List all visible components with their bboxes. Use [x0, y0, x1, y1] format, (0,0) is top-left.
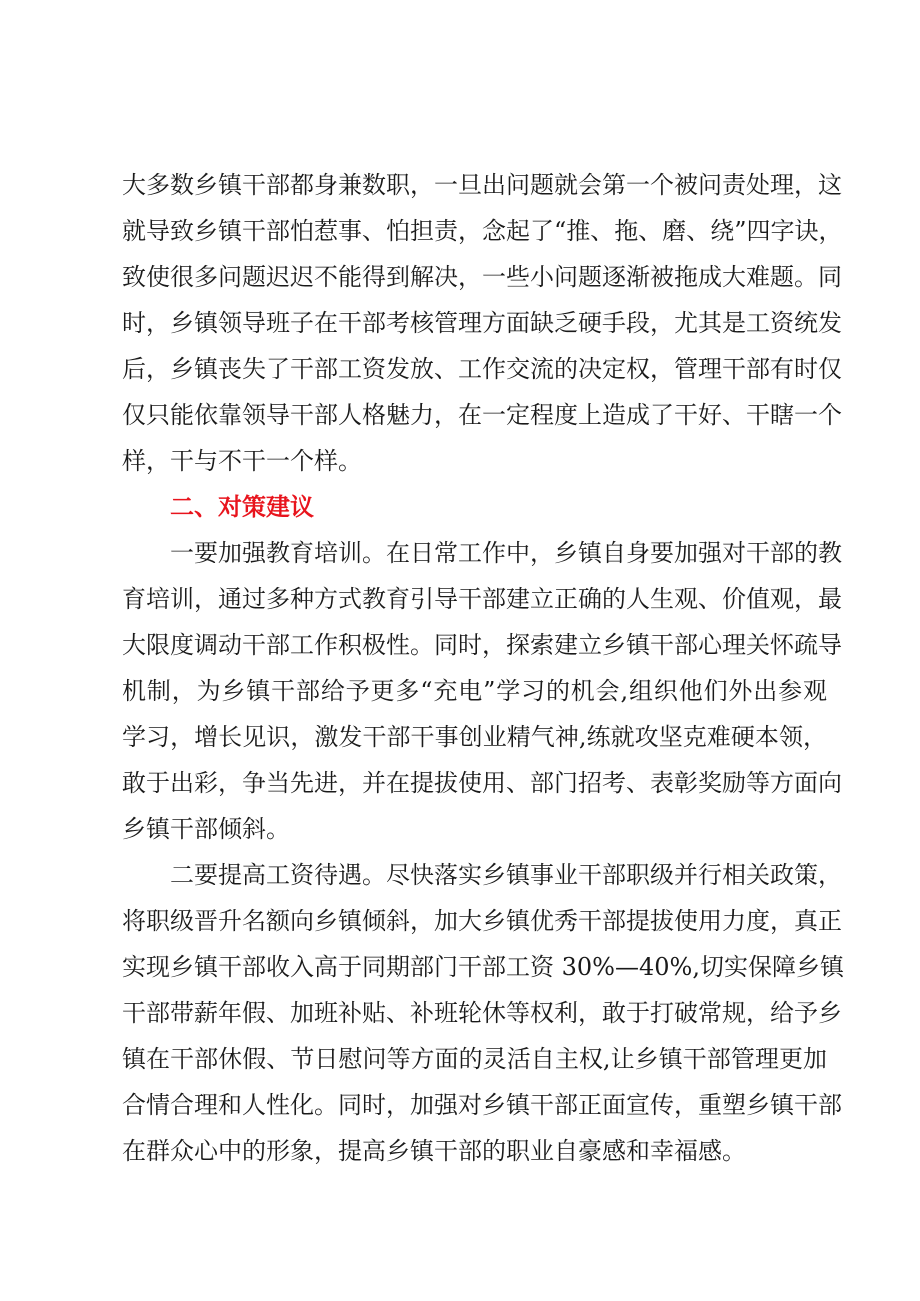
- paragraph-2-line-7: 乡镇干部倾斜。: [122, 815, 290, 843]
- paragraph-2-line-3: 大限度调动干部工作积极性。同时，探索建立乡镇干部心理关怀疏导: [122, 631, 842, 659]
- paragraph-3-line-5: 镇在干部休假、节日慰问等方面的灵活自主权,让乡镇干部管理更加: [122, 1045, 827, 1073]
- section-heading: 二、对策建议: [170, 493, 314, 521]
- paragraph-1-line-7: 样，干与不干一个样。: [122, 447, 362, 475]
- paragraph-2-line-6: 敢于出彩，争当先进，并在提拔使用、部门招考、表彰奖励等方面向: [122, 769, 842, 797]
- paragraph-3-line-1: 二要提高工资待遇。尽快落实乡镇事业干部职级并行相关政策，: [170, 861, 842, 889]
- paragraph-3-line-4: 干部带薪年假、加班补贴、补班轮休等权利，敢于打破常规，给予乡: [122, 999, 842, 1027]
- paragraph-2-line-5: 学习，增长见识，激发干部干事创业精气神,练就攻坚克难硬本领，: [122, 723, 827, 751]
- paragraph-2-line-4: 机制，为乡镇干部给予更多“充电”学习的机会,组织他们外出参观: [122, 677, 827, 705]
- paragraph-3-line-2: 将职级晋升名额向乡镇倾斜，加大乡镇优秀干部提拔使用力度，真正: [122, 907, 842, 935]
- paragraph-1-line-5: 后，乡镇丧失了干部工资发放、工作交流的决定权，管理干部有时仅: [122, 355, 842, 383]
- paragraph-1-line-6: 仅只能依靠领导干部人格魅力，在一定程度上造成了干好、干瞎一个: [122, 401, 842, 429]
- paragraph-3-line-3: 实现乡镇干部收入高于同期部门干部工资 30%—40%,切实保障乡镇: [122, 953, 844, 981]
- paragraph-1-line-1: 大多数乡镇干部都身兼数职，一旦出问题就会第一个被问责处理，这: [122, 171, 842, 199]
- paragraph-1-line-4: 时，乡镇领导班子在干部考核管理方面缺乏硬手段，尤其是工资统发: [122, 309, 842, 337]
- paragraph-2-line-2: 育培训，通过多种方式教育引导干部建立正确的人生观、价值观，最: [122, 585, 842, 613]
- paragraph-3-line-7: 在群众心中的形象，提高乡镇干部的职业自豪感和幸福感。: [122, 1137, 746, 1165]
- paragraph-1-line-2: 就导致乡镇干部怕惹事、怕担责，念起了“推、拖、磨、绕”四字诀，: [122, 217, 843, 245]
- paragraph-1-line-3: 致使很多问题迟迟不能得到解决，一些小问题逐渐被拖成大难题。同: [122, 263, 842, 291]
- paragraph-2-line-1: 一要加强教育培训。在日常工作中，乡镇自身要加强对干部的教: [170, 539, 842, 567]
- paragraph-3-line-6: 合情合理和人性化。同时，加强对乡镇干部正面宣传，重塑乡镇干部: [122, 1091, 842, 1119]
